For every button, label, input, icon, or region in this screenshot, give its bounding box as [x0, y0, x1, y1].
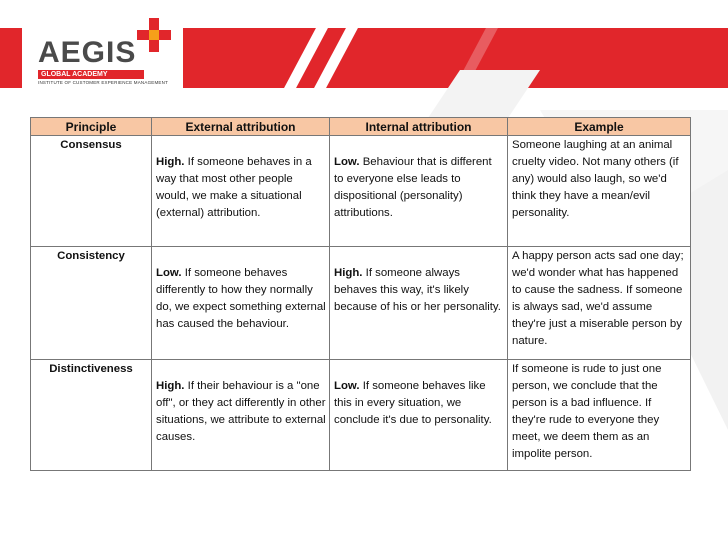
external-lead: Low.	[156, 267, 182, 279]
external-text: If someone behaves in a way that most other people would, we make a situational (external) attribution.	[156, 156, 312, 219]
external-cell	[152, 247, 330, 360]
principle-label: Distinctiveness	[49, 363, 133, 375]
example-text: If someone is rude to just one person, we conclude that the person is a bad influence. If they're rude to everyone they meet, we deem them as an impolite person.	[512, 363, 662, 460]
header-red-strip-left	[0, 28, 22, 88]
table-row	[31, 247, 691, 360]
attribution-table	[30, 117, 691, 471]
external-cell	[152, 360, 330, 471]
example-text: Someone laughing at an animal cruelty video. Not many others (if any) would also laugh, so we'd think they have a mean/evil personality.	[512, 139, 679, 219]
principle-cell	[31, 136, 152, 247]
header-example: Example	[508, 118, 691, 136]
internal-text: Behaviour that is different to everyone else leads to dispositional (personality) attributions.	[334, 156, 492, 219]
aegis-logo	[36, 26, 176, 86]
external-text: If their behaviour is a "one off", or they act differently in other situations, we attribute to external causes.	[156, 380, 326, 443]
header-principle: Principle	[31, 118, 152, 136]
internal-cell	[330, 136, 508, 247]
external-lead: High.	[156, 380, 185, 392]
internal-lead: Low.	[334, 156, 360, 168]
internal-lead: High.	[334, 267, 363, 279]
header-internal-attribution: Internal attribution	[330, 118, 508, 136]
example-cell	[508, 247, 691, 360]
table-row	[31, 136, 691, 247]
principle-label: Consistency	[57, 250, 125, 262]
external-cell	[152, 136, 330, 247]
example-text: A happy person acts sad one day; we'd wonder what has happened to cause the sadness. If someone is always sad, we'd assume they're just a miserable person by nature.	[512, 250, 684, 347]
logo-brand: AEGIS	[38, 36, 137, 69]
external-text: If someone behaves differently to how they normally do, we expect something external has caused the behaviour.	[156, 267, 326, 330]
principle-cell	[31, 247, 152, 360]
internal-lead: Low.	[334, 380, 360, 392]
internal-text: If someone behaves like this in every situation, we conclude it's due to personality.	[334, 380, 492, 426]
table-row	[31, 360, 691, 471]
internal-cell	[330, 247, 508, 360]
example-cell	[508, 136, 691, 247]
table-header-row	[31, 118, 691, 136]
logo-band: GLOBAL ACADEMY	[38, 70, 144, 79]
principle-cell	[31, 360, 152, 471]
logo-subtitle: INSTITUTE OF CUSTOMER EXPERIENCE MANAGEMENT	[38, 80, 169, 85]
principle-label: Consensus	[60, 139, 122, 151]
header-external-attribution: External attribution	[152, 118, 330, 136]
example-cell	[508, 360, 691, 471]
internal-text: If someone always behaves this way, it's likely because of his or her personality.	[334, 267, 501, 313]
logo-plus-icon	[137, 18, 171, 52]
external-lead: High.	[156, 156, 185, 168]
internal-cell	[330, 360, 508, 471]
